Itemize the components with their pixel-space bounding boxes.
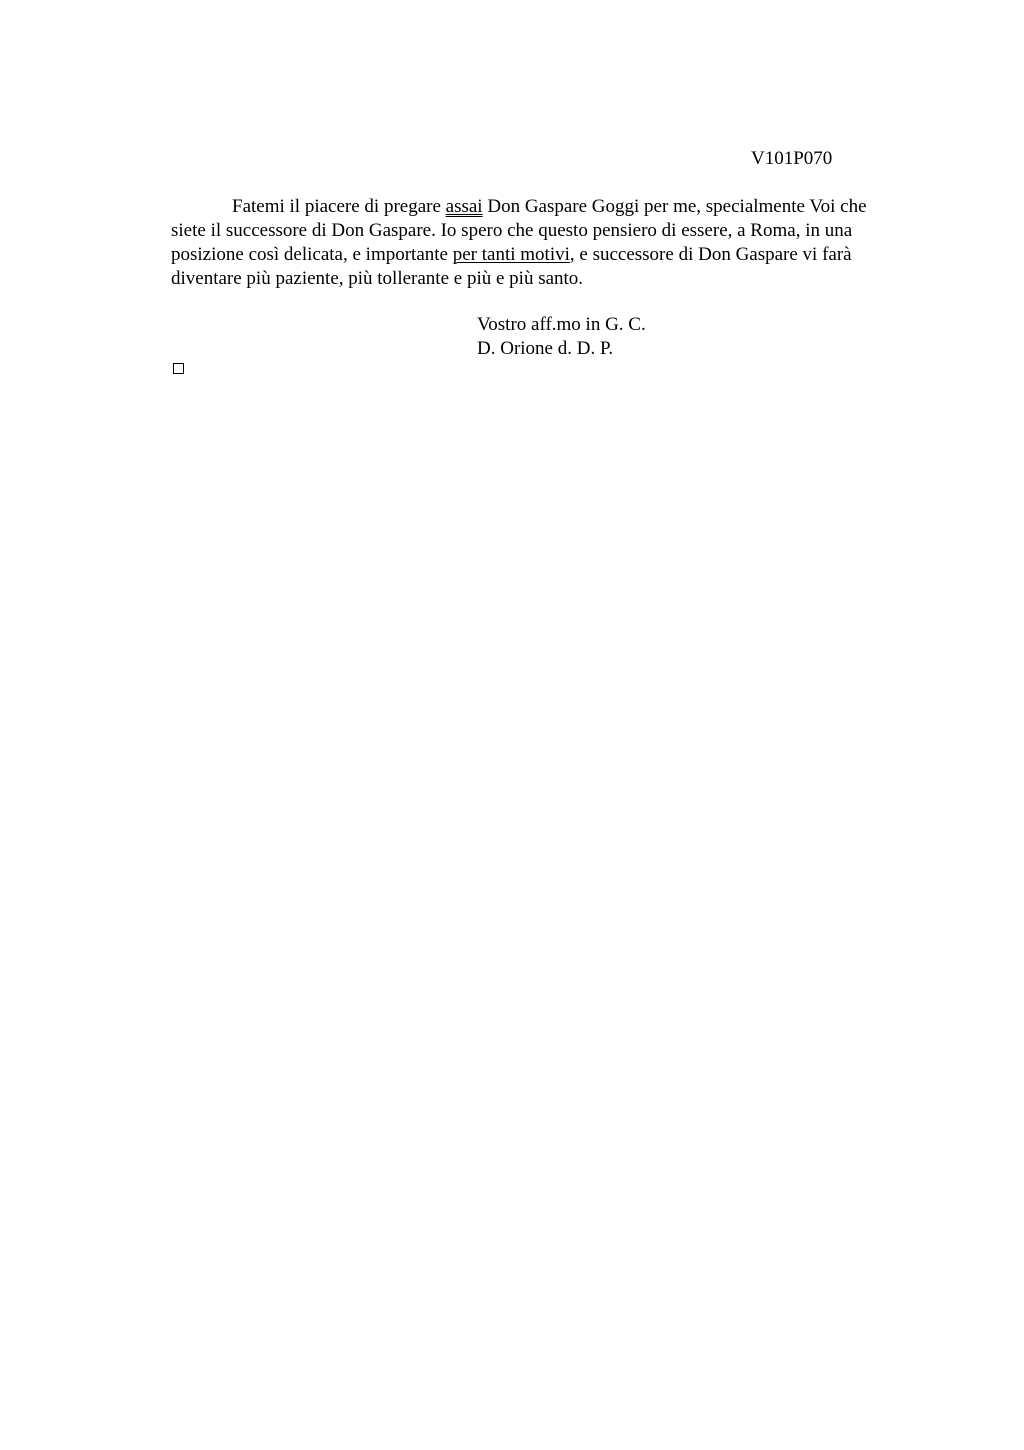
signature: D. Orione d. D. P. xyxy=(477,338,614,359)
closing-salutation: Vostro aff.mo in G. C. xyxy=(477,314,646,335)
paragraph-line-3-start: posizione così delicata, e importante xyxy=(171,244,453,265)
end-square-icon xyxy=(173,363,184,374)
paragraph-line-4: diventare più paziente, più tollerante e più e più santo. xyxy=(171,268,584,289)
paragraph-line-3 xyxy=(171,243,931,267)
underlined-phrase: per tanti motivi xyxy=(452,244,570,265)
paragraph-line-1 xyxy=(171,195,931,219)
paragraph-line-1-start: Fatemi il piacere di pregare xyxy=(232,196,446,217)
paragraph-line-3-end: , e successore di Don Gaspare vi farà xyxy=(569,244,852,265)
letter-paragraph xyxy=(171,195,931,291)
underlined-word-assai: assai xyxy=(445,196,483,217)
paragraph-line-2: siete il successore di Don Gaspare. Io spero che questo pensiero di essere, a Roma, in una xyxy=(171,220,853,241)
closing-block xyxy=(477,313,646,361)
paragraph-line-1-end: Don Gaspare Goggi per me, specialmente Voi che xyxy=(482,196,867,217)
page-id: V101P070 xyxy=(751,148,833,169)
